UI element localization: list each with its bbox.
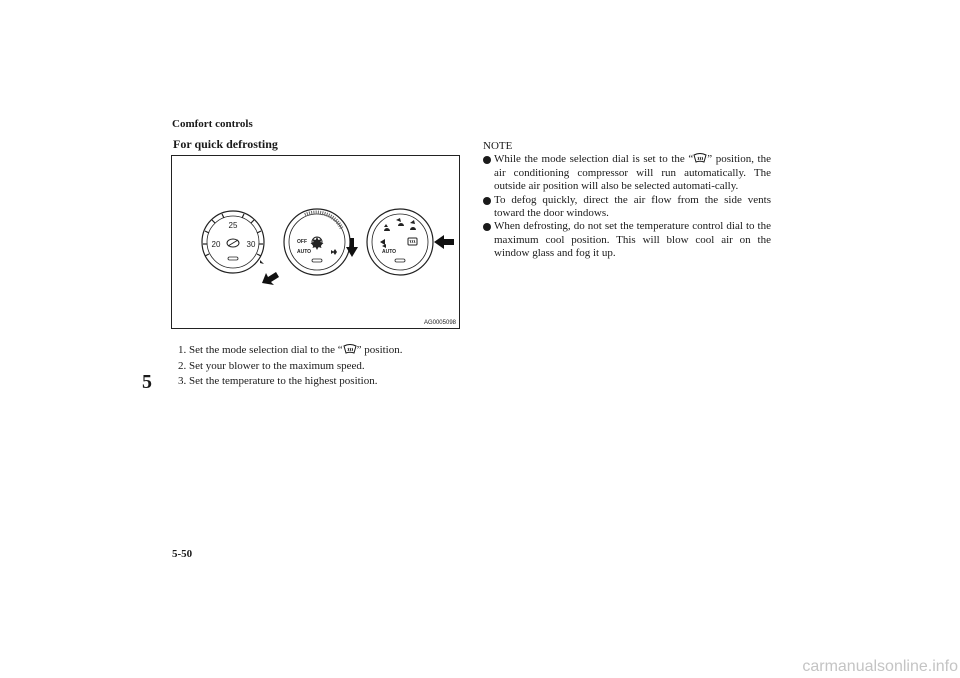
note-item: To defog quickly, direct the air flow from the side vents toward the door windows. — [483, 194, 771, 221]
mode-dial — [367, 209, 433, 275]
step-item: 2. Set your blower to the maximum speed. — [178, 359, 365, 372]
step-item: 3. Set the temperature to the highest position. — [178, 375, 378, 387]
temperature-dial — [202, 211, 264, 273]
note-block — [483, 140, 771, 261]
note-title: NOTE — [483, 140, 513, 152]
climate-dials-illustration — [172, 156, 459, 328]
mode-auto-label: AUTO — [382, 249, 397, 255]
defroster-icon — [343, 344, 357, 355]
page-number: 5-50 — [172, 548, 193, 560]
note-item: While the mode selection dial is set to the “ ” position, the air conditioning compressor will run automatically. The outside air position will also be selected automati-cally. — [483, 153, 771, 193]
section-title: For quick defrosting — [173, 137, 278, 151]
climate-control-figure — [171, 155, 460, 329]
blower-dial — [284, 209, 350, 275]
step-item: 1. Set the mode selection dial to the “ ” position. — [178, 344, 403, 356]
watermark: carmanualsonline.info — [802, 658, 958, 675]
pointer-arrow-icon — [434, 235, 454, 249]
defroster-icon — [693, 153, 707, 164]
note-item: When defrosting, do not set the temperature control dial to the maximum cool position. This will blow cool air on the window glass and fog it up. — [483, 220, 771, 260]
chapter-tab: 5 — [142, 371, 152, 393]
blower-off-label: OFF — [297, 239, 307, 245]
temp-label-left: 20 — [211, 240, 221, 249]
steps-list — [178, 343, 403, 390]
temp-label-top: 25 — [228, 221, 238, 230]
temp-label-right: 30 — [246, 240, 256, 249]
blower-auto-label: AUTO — [297, 249, 312, 255]
figure-id: AG0005098 — [423, 320, 456, 326]
running-header: Comfort controls — [172, 118, 253, 130]
note-list — [483, 153, 771, 260]
windshield-defroster-icon — [408, 238, 417, 245]
pointer-arrow-icon — [262, 272, 279, 285]
